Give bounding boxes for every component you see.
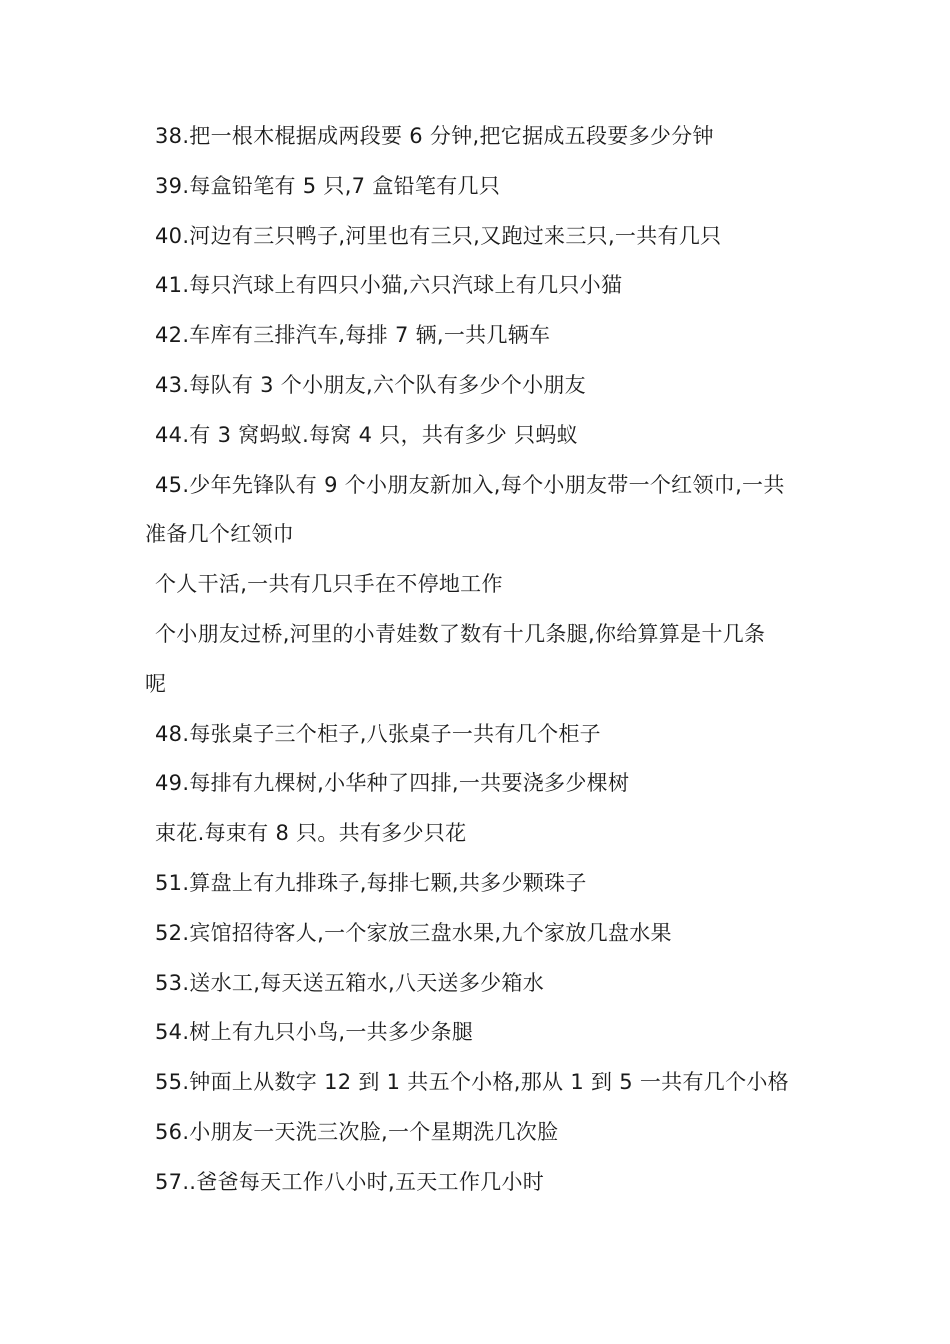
text-line-54: 54.树上有九只小鸟,一共多少条腿 [155, 1020, 474, 1045]
text-line-47-cont: 呢 [145, 671, 167, 696]
document-body [145, 112, 825, 1208]
text-line-50: 束花.每束有 8 只。共有多少只花 [155, 821, 467, 846]
text-line-38: 38.把一根木棍据成两段要 6 分钟,把它据成五段要多少分钟 [155, 124, 714, 148]
text-line-49: 49.每排有九棵树,小华种了四排,一共要浇多少棵树 [155, 771, 630, 796]
text-line-46: 个人干活,一共有几只手在不停地工作 [155, 572, 503, 597]
text-line-44: 44.有 3 窝蚂蚁.每窝 4 只，共有多少 只蚂蚁 [155, 422, 578, 447]
text-line-45-cont: 准备几个红领巾 [145, 522, 295, 547]
text-line-41: 41.每只汽球上有四只小猫,六只汽球上有几只小猫 [155, 273, 623, 298]
text-line-57: 57..爸爸每天工作八小时,五天工作几小时 [155, 1169, 545, 1194]
text-line-45: 45.少年先锋队有 9 个小朋友新加入,每个小朋友带一个红领巾,一共 [155, 472, 785, 497]
text-line-56: 56.小朋友一天洗三次脸,一个星期洗几次脸 [155, 1119, 559, 1144]
text-line-42: 42.车库有三排汽车,每排 7 辆,一共几辆车 [155, 323, 551, 348]
text-line-40: 40.河边有三只鸭子,河里也有三只,又跑过来三只,一共有几只 [155, 223, 722, 248]
text-line-39: 39.每盒铅笔有 5 只,7 盒铅笔有几只 [155, 173, 501, 198]
text-line-55: 55.钟面上从数字 12 到 1 共五个小格,那从 1 到 5 一共有几个小格 [155, 1070, 789, 1095]
text-line-48: 48.每张桌子三个柜子,八张桌子一共有几个柜子 [155, 721, 601, 746]
text-line-53: 53.送水工,每天送五箱水,八天送多少箱水 [155, 970, 545, 995]
text-line-47: 个小朋友过桥,河里的小青娃数了数有十几条腿,你给算算是十几条 [155, 621, 766, 646]
text-line-52: 52.宾馆招待客人,一个家放三盘水果,九个家放几盘水果 [155, 920, 672, 945]
text-line-51: 51.算盘上有九排珠子,每排七颗,共多少颗珠子 [155, 870, 587, 895]
text-line-43: 43.每队有 3 个小朋友,六个队有多少个小朋友 [155, 372, 586, 397]
